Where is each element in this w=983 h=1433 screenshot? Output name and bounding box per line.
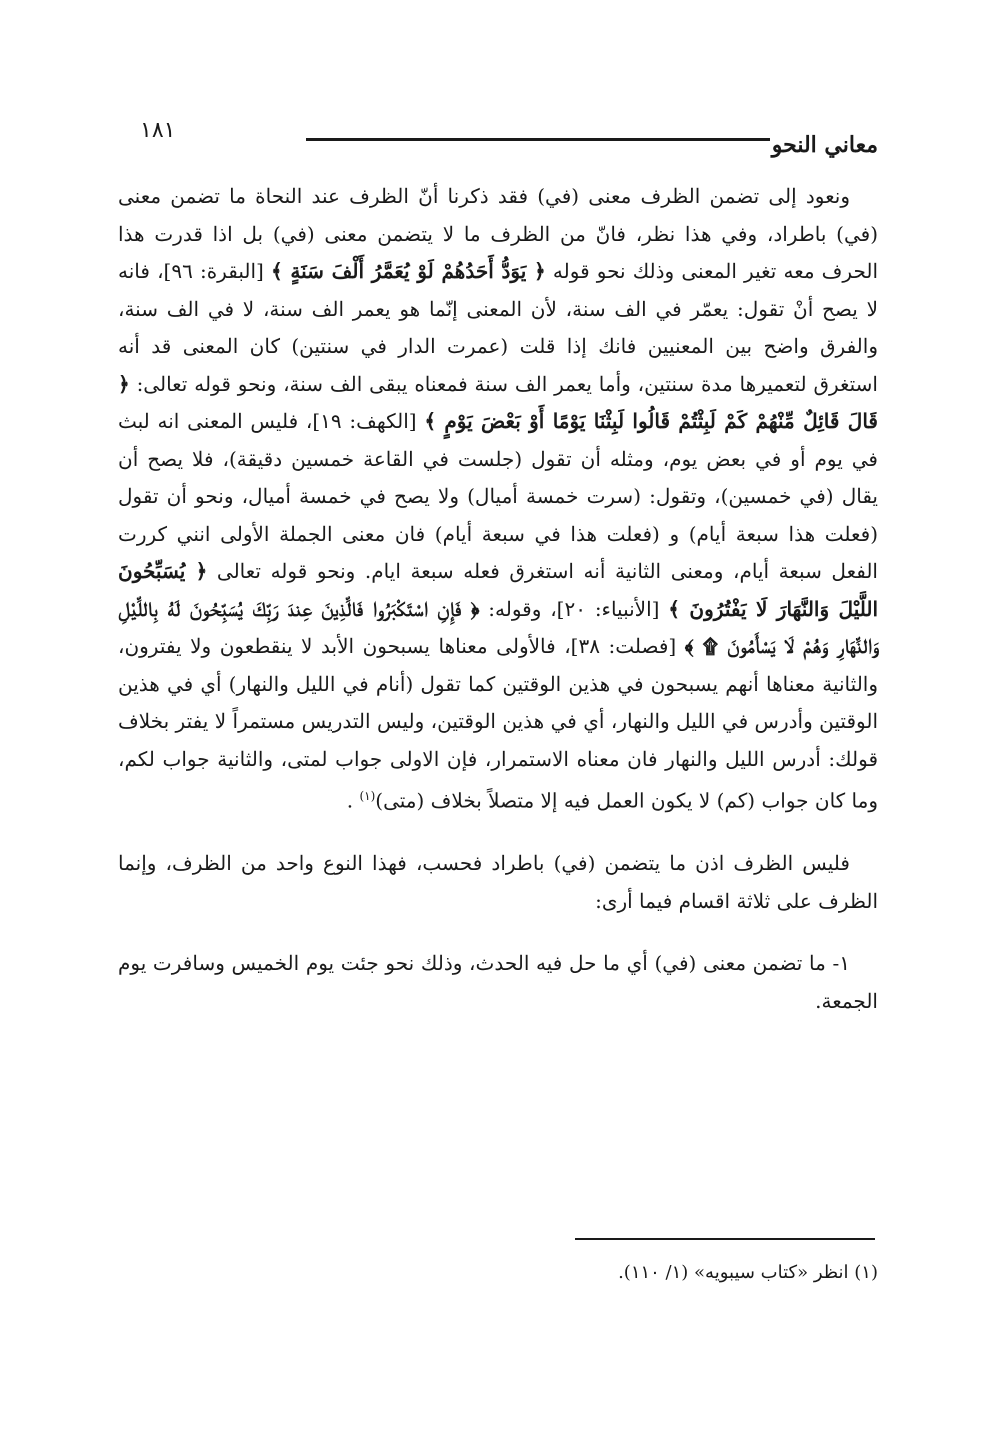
quran-verse: ﴿ فَإِنِ اسْتَكْبَرُوا فَالَّذِينَ عِندَ رَبِّكَ يُسَبِّحُونَ لَهُ بِاللَّيْلِ وَالنَّهَارِ وَهُمْ لَا يَسْأَمُونَ ۩ ﴾ [118,596,879,658]
text-segment: [الكهف: ١٩]، فليس المعنى انه لبث في يوم أو في بعض يوم، ومثله أن تقول (جلست في القاعة خمسين دقيقة)، فلا يصح أن يقال (في خمسين)، وتقول: (سرت خمسة أميال) ولا يصح في خمسة أميال، ونحو أن تقول (فعلت هذا سبعة أيام) و (فعلت هذا في سبعة أيام) فان معنى الجملة الأولى انني كررت الفعل سبعة أيام، ومعنى الثانية أنه استغرق فعله سبعة ايام. ونحو قوله تعالى [118,409,878,583]
footnote: (١) انظر «كتاب سيبويه» (١/ ١١٠). [618,1262,878,1283]
text-segment: . [346,788,360,813]
text-segment: [البقرة: ٩٦]، فانه لا يصح أنْ تقول: يعمّر في الف سنة، لأن المعنى إنّما هو يعمر الف سنة، لا في الف سنة، والفرق واضح بين المعنيين فانك إذا قلت (عمرت الدار في سنتين) كان المعنى قد أنه استغرق لتعميرها مدة سنتين، وأما يعمر الف سنة فمعناه يبقى الف سنة، ونحو قوله تعالى: [118,259,878,396]
quran-verse: ﴿ يُسَبِّحُونَ اللَّيْلَ وَالنَّهَارَ لَا يَفْتُرُونَ ﴾ [118,559,879,621]
body-text [118,178,878,1020]
footnote-rule [575,1238,875,1240]
page-header [118,118,878,158]
paragraph [118,945,878,1020]
paragraph [118,845,878,920]
text-segment: [الأنبياء: ٢٠]، وقوله: [479,596,669,621]
text-segment: [فصلت: ٣٨]، فالأولى معناها يسبحون الأبد لا ينقطعون ولا يفترون، والثانية معناها أنهم يسبحون في هذين الوقتين كما تقول (أنام في الليل والنهار) أي في هذين الوقتين وأدرس في الليل والنهار، أي في هذين الوقتين، وليس التدريس مستمراً لا يفتر بخلاف قولك: أدرس الليل والنهار فان معناه الاستمرار، فإن الاولى جواب لمتى، والثانية جواب لكم، وما كان جواب (كم) لا يكون العمل فيه إلا متصلاً بخلاف (متى) [118,634,879,813]
text-segment: ١- ما تضمن معنى (في) أي ما حل فيه الحدث، وذلك نحو جئت يوم الخميس وسافرت يوم الجمعة. [118,951,878,1013]
text-segment: فليس الظرف اذن ما يتضمن (في) باطراد فحسب، فهذا النوع واحد من الظرف، وإنما الظرف على ثلاثة اقسام فيما أرى: [118,851,878,913]
text-segment: ونعود إلى تضمن الظرف معنى (في) فقد ذكرنا أنّ الظرف عند النحاة ما تضمن معنى (في) باطراد، وفي هذا نظر، فانّ من الظرف ما لا يتضمن معنى (في) بل اذا قدرت هذا الحرف معه تغير المعنى وذلك نحو قوله [118,184,879,283]
header-rule [306,138,770,141]
footnote-reference[interactable]: (١) [359,789,376,803]
running-title: معاني النحو [771,132,878,158]
paragraph [118,178,878,820]
page-number: ١٨١ [140,118,176,143]
quran-verse: ﴿ قَالَ قَائِلٌ مِّنْهُمْ كَمْ لَبِثْتُمْ قَالُوا لَبِثْنَا يَوْمًا أَوْ بَعْضَ يَوْمٍ ﴾ [118,371,878,433]
quran-verse: ﴿ يَوَدُّ أَحَدُهُمْ لَوْ يُعَمَّرُ أَلْفَ سَنَةٍ ﴾ [270,259,546,283]
